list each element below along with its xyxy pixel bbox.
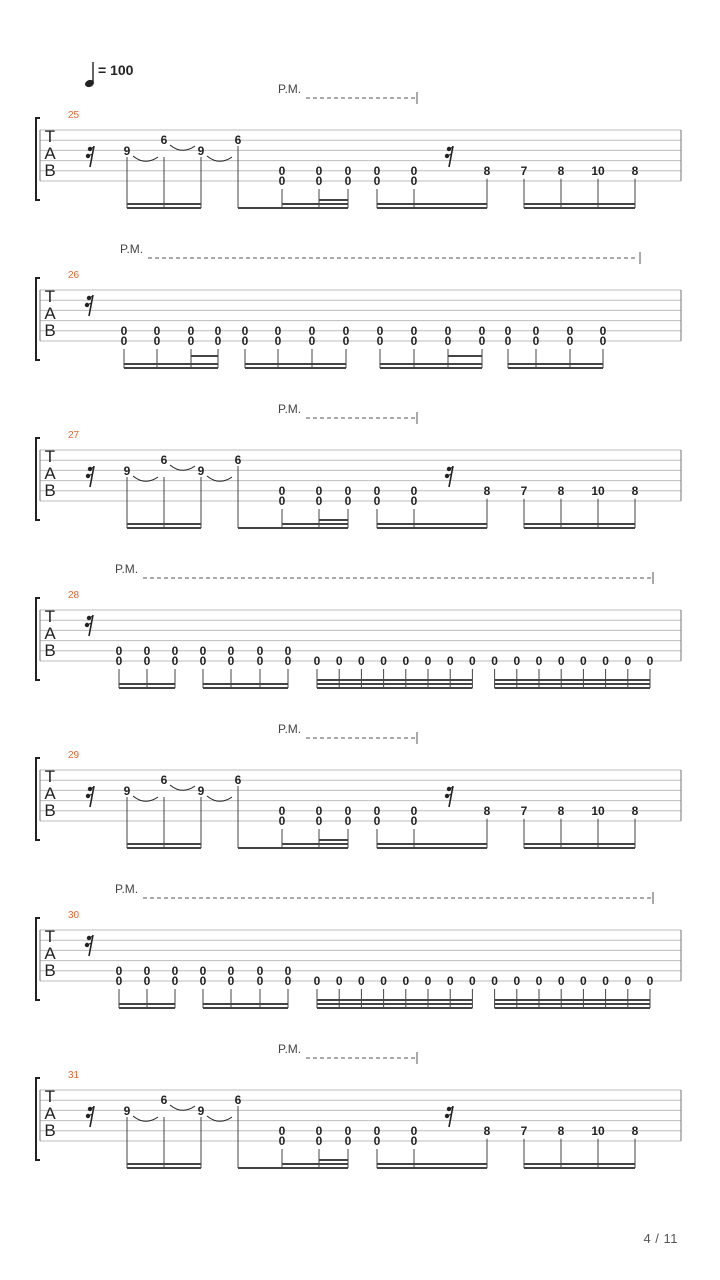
fret-number: 0	[557, 974, 565, 988]
fret-number: 0	[424, 974, 432, 988]
fret-number: 0	[115, 974, 123, 988]
fret-number: 8	[483, 163, 491, 178]
palm-mute-label: P.M.	[278, 722, 302, 736]
system-bracket	[36, 598, 40, 680]
tie	[170, 785, 195, 790]
fret-number: 0	[491, 654, 498, 668]
fret-number: 0	[646, 974, 654, 988]
fret-number: 0	[227, 974, 235, 988]
rest-icon	[445, 1106, 453, 1127]
tie	[170, 465, 195, 470]
rest-icon	[85, 615, 93, 636]
fret-number: 0	[115, 654, 123, 668]
tab-system-27	[0, 400, 720, 530]
fret-number: 0	[308, 334, 316, 348]
fret-number: 9	[197, 464, 205, 478]
fret-number: 0	[580, 654, 587, 668]
fret-number: 9	[123, 464, 131, 478]
system-bracket	[36, 278, 40, 360]
tab-clef-letter: B	[44, 161, 56, 180]
fret-number: 0	[344, 814, 352, 828]
fret-number: 0	[402, 974, 410, 988]
system-bracket	[36, 918, 40, 1000]
rest-icon	[86, 786, 94, 807]
tab-clef	[44, 607, 56, 660]
fret-number: 0	[284, 974, 292, 988]
fret-number: 0	[344, 174, 352, 188]
fret-number: 0	[315, 174, 323, 188]
fret-number: 0	[491, 974, 498, 988]
rest-icon	[86, 1106, 94, 1127]
fret-number: 0	[358, 974, 365, 988]
fret-number: 0	[256, 643, 264, 658]
fret-number: 0	[315, 814, 323, 828]
tab-clef-letter: T	[44, 1087, 56, 1106]
fret-number: 0	[376, 323, 384, 338]
fret-number: 0	[599, 334, 607, 348]
fret-number: 0	[410, 334, 418, 348]
fret-number: 10	[591, 163, 605, 178]
tab-clef-letter: B	[44, 801, 56, 820]
fret-number: 0	[115, 963, 123, 978]
rest-icon	[445, 466, 453, 487]
fret-number: 0	[557, 654, 565, 668]
tab-system-28	[0, 560, 720, 690]
fret-number: 0	[315, 163, 323, 178]
fret-number: 7	[520, 803, 528, 818]
tab-system-25	[0, 80, 720, 210]
fret-number: 0	[373, 1134, 381, 1148]
fret-number: 0	[241, 323, 249, 338]
rest-icon	[445, 786, 453, 807]
fret-number: 0	[315, 1134, 323, 1148]
tab-clef-letter: B	[44, 961, 56, 980]
fret-number: 6	[160, 773, 168, 787]
fret-number: 8	[631, 803, 639, 818]
fret-number: 0	[373, 814, 381, 828]
fret-number: 0	[278, 483, 286, 498]
measure-number: 27	[68, 430, 80, 441]
fret-number: 0	[344, 163, 352, 178]
fret-number: 9	[123, 784, 131, 798]
fret-number: 7	[520, 1123, 528, 1138]
tab-clef	[44, 447, 56, 500]
fret-number: 9	[123, 144, 131, 158]
fret-number: 0	[478, 323, 486, 338]
fret-number: 0	[373, 483, 381, 498]
fret-number: 6	[160, 453, 168, 467]
fret-number: 0	[227, 643, 235, 658]
fret-number: 0	[580, 974, 587, 988]
fret-number: 0	[376, 334, 384, 348]
fret-number: 0	[410, 814, 418, 828]
tab-clef	[44, 127, 56, 180]
fret-number: 8	[631, 163, 639, 178]
fret-number: 0	[532, 323, 540, 338]
fret-number: 0	[446, 654, 454, 668]
rest-icon	[85, 295, 93, 316]
tab-clef-letter: A	[44, 304, 56, 323]
fret-number: 0	[532, 334, 540, 348]
fret-number: 0	[143, 963, 151, 978]
system-bracket	[36, 438, 40, 520]
fret-number: 0	[153, 323, 161, 338]
fret-number: 0	[199, 654, 207, 668]
fret-number: 0	[342, 323, 350, 338]
fret-number: 0	[410, 1134, 418, 1148]
tab-clef-letter: T	[44, 927, 56, 946]
fret-number: 6	[234, 773, 242, 787]
measure-number: 29	[68, 750, 80, 761]
rest-icon	[86, 146, 94, 167]
fret-number: 0	[143, 654, 151, 668]
fret-number: 0	[342, 334, 350, 348]
tie	[170, 145, 195, 150]
fret-number: 0	[278, 1134, 286, 1148]
fret-number: 0	[513, 654, 521, 668]
fret-number: 0	[284, 963, 292, 978]
tab-clef-letter: A	[44, 784, 56, 803]
tab-clef-letter: B	[44, 321, 56, 340]
fret-number: 0	[444, 334, 452, 348]
fret-number: 0	[278, 163, 286, 178]
fret-number: 0	[535, 974, 543, 988]
fret-number: 0	[344, 1134, 352, 1148]
system-bracket	[36, 758, 40, 840]
fret-number: 0	[469, 974, 476, 988]
fret-number: 0	[344, 483, 352, 498]
fret-number: 0	[278, 814, 286, 828]
palm-mute-label: P.M.	[120, 242, 144, 256]
fret-number: 0	[373, 1123, 381, 1138]
fret-number: 0	[278, 494, 286, 508]
system-bracket	[36, 1078, 40, 1160]
fret-number: 0	[602, 654, 609, 668]
fret-number: 6	[234, 1093, 242, 1107]
fret-number: 6	[234, 133, 242, 147]
fret-number: 0	[278, 174, 286, 188]
fret-number: 0	[504, 323, 512, 338]
fret-number: 7	[520, 163, 528, 178]
fret-number: 8	[483, 483, 491, 498]
fret-number: 0	[410, 163, 418, 178]
measure-number: 31	[68, 1070, 80, 1081]
fret-number: 0	[171, 643, 179, 658]
fret-number: 0	[410, 323, 418, 338]
fret-number: 0	[143, 643, 151, 658]
fret-number: 0	[444, 323, 452, 338]
tab-clef-letter: A	[44, 1104, 56, 1123]
fret-number: 0	[274, 323, 282, 338]
fret-number: 0	[115, 643, 123, 658]
fret-number: 0	[410, 803, 418, 818]
fret-number: 9	[197, 144, 205, 158]
fret-number: 0	[602, 974, 609, 988]
fret-number: 0	[120, 334, 128, 348]
fret-number: 0	[469, 654, 476, 668]
fret-number: 9	[197, 1104, 205, 1118]
tempo-value: = 100	[98, 62, 134, 78]
measure-number: 25	[68, 110, 80, 121]
tab-clef	[44, 927, 56, 980]
tab-clef-letter: T	[44, 127, 56, 146]
fret-number: 8	[557, 803, 565, 818]
fret-number: 0	[199, 974, 207, 988]
tab-clef-letter: A	[44, 944, 56, 963]
fret-number: 0	[315, 483, 323, 498]
fret-number: 0	[171, 974, 179, 988]
fret-number: 0	[284, 654, 292, 668]
fret-number: 0	[373, 174, 381, 188]
palm-mute-label: P.M.	[278, 402, 302, 416]
fret-number: 0	[358, 654, 365, 668]
fret-number: 8	[557, 483, 565, 498]
fret-number: 0	[199, 963, 207, 978]
fret-number: 7	[520, 483, 528, 498]
fret-number: 0	[315, 494, 323, 508]
fret-number: 0	[278, 1123, 286, 1138]
measure-number: 30	[68, 910, 80, 921]
fret-number: 0	[308, 323, 316, 338]
fret-number: 0	[373, 803, 381, 818]
fret-number: 9	[197, 784, 205, 798]
fret-number: 0	[171, 654, 179, 668]
tie	[170, 1105, 195, 1110]
palm-mute-label: P.M.	[115, 562, 139, 576]
fret-number: 0	[171, 963, 179, 978]
tab-clef	[44, 1087, 56, 1140]
fret-number: 0	[373, 163, 381, 178]
fret-number: 0	[256, 974, 264, 988]
fret-number: 0	[313, 974, 321, 988]
fret-number: 0	[278, 803, 286, 818]
fret-number: 0	[380, 974, 387, 988]
fret-number: 0	[373, 494, 381, 508]
fret-number: 0	[256, 963, 264, 978]
fret-number: 0	[410, 174, 418, 188]
fret-number: 0	[199, 643, 207, 658]
tab-clef-letter: T	[44, 287, 56, 306]
fret-number: 8	[557, 1123, 565, 1138]
measure-number: 28	[68, 590, 80, 601]
rest-icon	[85, 935, 93, 956]
fret-number: 8	[557, 163, 565, 178]
fret-number: 0	[566, 323, 574, 338]
fret-number: 8	[483, 803, 491, 818]
fret-number: 8	[631, 483, 639, 498]
fret-number: 0	[241, 334, 249, 348]
fret-number: 8	[483, 1123, 491, 1138]
fret-number: 8	[631, 1123, 639, 1138]
rest-icon	[445, 146, 453, 167]
fret-number: 0	[410, 483, 418, 498]
system-bracket	[36, 118, 40, 200]
fret-number: 10	[591, 483, 605, 498]
tab-clef-letter: B	[44, 1121, 56, 1140]
tab-clef-letter: T	[44, 607, 56, 626]
fret-number: 0	[424, 654, 432, 668]
fret-number: 0	[344, 803, 352, 818]
palm-mute-label: P.M.	[278, 1042, 302, 1056]
fret-number: 0	[535, 654, 543, 668]
tab-clef-letter: A	[44, 624, 56, 643]
fret-number: 0	[315, 1123, 323, 1138]
fret-number: 0	[402, 654, 410, 668]
fret-number: 0	[646, 654, 654, 668]
tab-clef-letter: A	[44, 464, 56, 483]
fret-number: 0	[335, 974, 343, 988]
fret-number: 0	[187, 323, 195, 338]
fret-number: 0	[344, 494, 352, 508]
fret-number: 0	[274, 334, 282, 348]
tab-system-31	[0, 1040, 720, 1170]
rest-icon	[86, 466, 94, 487]
tab-system-29	[0, 720, 720, 850]
fret-number: 0	[120, 323, 128, 338]
tab-clef-letter: A	[44, 144, 56, 163]
fret-number: 0	[313, 654, 321, 668]
fret-number: 0	[410, 1123, 418, 1138]
fret-number: 0	[284, 643, 292, 658]
tab-clef-letter: T	[44, 447, 56, 466]
fret-number: 0	[214, 334, 222, 348]
tab-clef-letter: B	[44, 481, 56, 500]
fret-number: 0	[335, 654, 343, 668]
fret-number: 0	[478, 334, 486, 348]
fret-number: 10	[591, 1123, 605, 1138]
fret-number: 0	[566, 334, 574, 348]
measure-number: 26	[68, 270, 80, 281]
fret-number: 0	[227, 963, 235, 978]
fret-number: 0	[599, 323, 607, 338]
fret-number: 0	[446, 974, 454, 988]
fret-number: 0	[256, 654, 264, 668]
fret-number: 6	[234, 453, 242, 467]
palm-mute-label: P.M.	[278, 82, 302, 96]
tab-system-26	[0, 240, 720, 370]
fret-number: 0	[227, 654, 235, 668]
fret-number: 0	[214, 323, 222, 338]
fret-number: 9	[123, 1104, 131, 1118]
fret-number: 0	[513, 974, 521, 988]
tab-system-30	[0, 880, 720, 1010]
fret-number: 10	[591, 803, 605, 818]
fret-number: 0	[624, 974, 632, 988]
fret-number: 0	[504, 334, 512, 348]
tab-clef-letter: T	[44, 767, 56, 786]
fret-number: 6	[160, 1093, 168, 1107]
palm-mute-label: P.M.	[115, 882, 139, 896]
fret-number: 0	[380, 654, 387, 668]
tab-clef	[44, 287, 56, 340]
tab-clef-letter: B	[44, 641, 56, 660]
fret-number: 0	[624, 654, 632, 668]
fret-number: 0	[143, 974, 151, 988]
tab-clef	[44, 767, 56, 820]
fret-number: 0	[410, 494, 418, 508]
fret-number: 0	[187, 334, 195, 348]
fret-number: 0	[315, 803, 323, 818]
fret-number: 6	[160, 133, 168, 147]
fret-number: 0	[344, 1123, 352, 1138]
fret-number: 0	[153, 334, 161, 348]
page-number: 4 / 11	[643, 1231, 678, 1246]
